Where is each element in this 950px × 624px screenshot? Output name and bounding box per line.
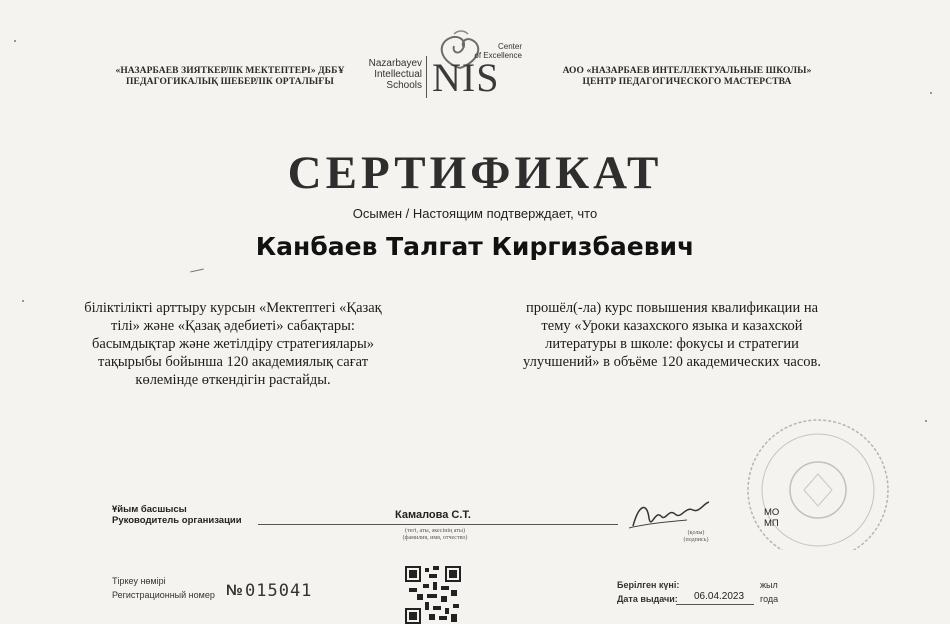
signature-label-kz: Ұйым басшысы <box>112 504 187 515</box>
body-text-ru <box>492 299 852 371</box>
official-stamp-icon <box>708 410 898 550</box>
body-kz-line: біліктілікті арттыру курсын «Мектептегі «Қазақ <box>84 300 382 316</box>
sign-hint <box>676 530 716 544</box>
header-right-org <box>562 66 812 88</box>
year-label-ru: года <box>760 594 779 604</box>
issue-date-label-ru: Дата выдачи: <box>617 594 678 604</box>
scan-speck <box>14 40 16 42</box>
logo-divider <box>426 56 427 98</box>
logo-line2: Intellectual <box>374 69 422 80</box>
stamp-place-ru: МП <box>764 518 779 529</box>
body-kz-line: тілі» және «Қазақ әдебиеті» сабақтары: <box>111 318 355 334</box>
logo-line3: Schools <box>386 80 422 91</box>
year-label <box>760 578 778 606</box>
confirm-text: Осымен / Настоящим подтверждает, что <box>352 206 598 221</box>
signature-label-ru: Руководитель организации <box>112 515 242 526</box>
year-label-kz: жыл <box>760 580 778 590</box>
signature-label <box>112 504 242 526</box>
scan-speck <box>925 420 927 422</box>
scan-speck <box>930 92 932 94</box>
nis-logo <box>360 28 530 103</box>
date-line <box>676 604 754 605</box>
body-kz-line: басымдықтар және жетілдіру стратегиялары» <box>92 336 374 352</box>
sign-hint-ru: (подпись) <box>683 537 709 543</box>
registration-number: 015041 <box>245 581 313 601</box>
stamp-place-kz: МО <box>764 507 780 518</box>
registration-label <box>112 574 215 602</box>
qr-code-icon[interactable] <box>405 566 461 624</box>
body-kz-line: тақырыбы бойынша 120 академиялық сағат <box>97 354 369 370</box>
signature-line <box>258 524 618 525</box>
issue-date-label <box>617 578 679 606</box>
name-hint-kz: (тегі, аты, әкесінің аты) <box>405 528 465 534</box>
header-left-org <box>110 66 350 88</box>
header-left-line2: ПЕДАГОГИКАЛЫҚ ШЕБЕРЛІК ОРТАЛЫҒЫ <box>126 77 334 87</box>
stamp-place-label <box>764 507 779 529</box>
header-left-line1: «НАЗАРБАЕВ ЗИЯТКЕРЛІК МЕКТЕПТЕРІ» ДББҰ <box>115 66 345 76</box>
header-right-line1: АОО «НАЗАРБАЕВ ИНТЕЛЛЕКТУАЛЬНЫЕ ШКОЛЫ» <box>562 66 812 76</box>
recipient-name: Канбаев Талгат Киргизбаевич <box>255 232 695 261</box>
body-text-kz <box>68 299 398 389</box>
header-right-line2: ЦЕНТР ПЕДАГОГИЧЕСКОГО МАСТЕРСТВА <box>582 77 792 87</box>
number-symbol: № <box>226 582 243 599</box>
body-kz-line: көлемінде өткендігін растайды. <box>135 372 331 388</box>
certificate-title: СЕРТИФИКАТ <box>287 147 663 199</box>
registration-label-ru: Регистрационный номер <box>112 590 215 600</box>
body-ru-line: прошёл(-ла) курс повышения квалификации на <box>525 300 819 316</box>
body-ru-line: улучшений» в объёме 120 академических часов. <box>523 354 821 370</box>
logo-center-line2: of Excellence <box>474 51 522 60</box>
scan-speck <box>22 300 24 302</box>
body-ru-line: тему «Уроки казахского языка и казахской <box>541 318 803 334</box>
logo-center-line1: Center <box>497 42 522 51</box>
issue-date-value: 06.04.2023 <box>694 591 745 602</box>
name-hint-ru: (фамилия, имя, отчество) <box>402 535 468 541</box>
logo-abbr: NIS <box>432 55 500 100</box>
name-hint <box>395 528 475 542</box>
scan-speck <box>190 269 204 273</box>
issue-date-label-kz: Берілген күні: <box>617 580 680 590</box>
registration-label-kz: Тіркеу нөмірі <box>112 576 166 586</box>
body-ru-line: литературы в школе: фокусы и стратегии <box>545 336 799 352</box>
logo-line1: Nazarbayev <box>368 58 422 69</box>
sign-hint-kz: (қолы) <box>687 530 705 536</box>
signatory-name: Камалова С.Т. <box>395 509 471 521</box>
